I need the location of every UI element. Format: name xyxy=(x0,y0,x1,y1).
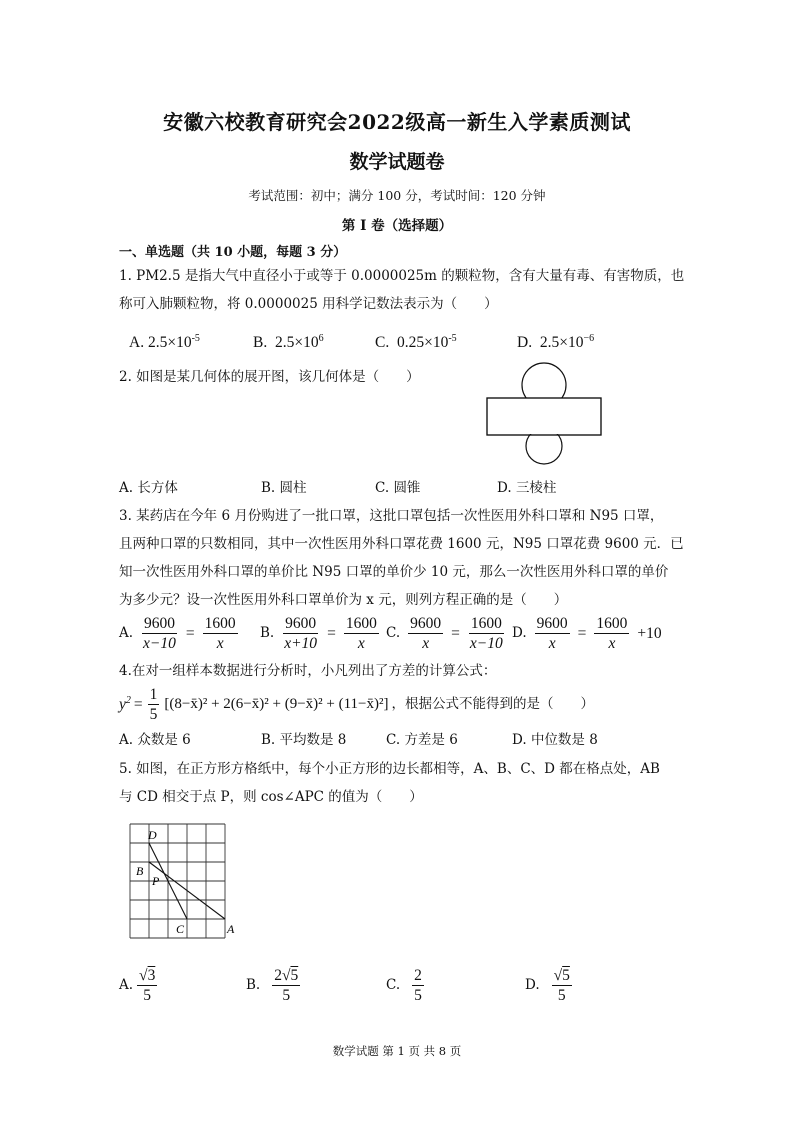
page-footer: 数学试题 第 1 页 共 8 页 xyxy=(332,1044,462,1058)
q3-line4: 为多少元？设一次性医用外科口罩单价为 x 元，则列方程正确的是（ ） xyxy=(119,592,568,608)
q1-option-a: A. $2.5\times 10^{-5}$ xyxy=(129,333,200,351)
q4-line1: 4.在对一组样本数据进行分析时，小凡列出了方差的计算公式： xyxy=(119,663,497,679)
label-c: C xyxy=(176,922,185,936)
q1-option-d: D. $2.5\times 10^{-6}$ xyxy=(517,333,595,351)
q5-line1: 5. 如图，在正方形方格纸中，每个小正方形的边长都相等，A、B、C、D 都在格点处，AB xyxy=(119,761,660,777)
q1-line1: 1. PM2.5 是指大气中直径小于或等于 0.0000025m 的颗粒物，含有大量有毒、有害物质，也 xyxy=(119,268,685,284)
q3-option-a: A. $\frac{9600}{x-10}$ = $\frac{1600}{x}$ xyxy=(119,615,236,652)
variance-formula: [(8−x̄)² + 2(6−x̄)² + (9−x̄)² + (11−x̄)²] xyxy=(164,696,389,712)
cylinder-net-figure xyxy=(482,362,606,468)
q1-option-c: C. $0.25\times 10^{-5}$ xyxy=(375,333,457,351)
exam-title: 安徽六校教育研究会2022级高一新生入学素质测试 xyxy=(163,110,631,134)
q3-option-d: D. $\frac{9600}{x}$ = $\frac{1600}{x}$ +10 xyxy=(512,615,662,652)
q1-option-b: B. $2.5\times 10^6$ xyxy=(253,333,324,351)
q2-option-c: C. 圆锥 xyxy=(375,480,421,496)
q5-option-d: D. $\frac{√5}{5}$ xyxy=(525,967,570,1004)
q2-option-d: D. 三棱柱 xyxy=(497,480,557,496)
q4-option-d: D. 中位数是 8 xyxy=(512,732,598,748)
q5-line2: 与 CD 相交于点 P，则 cos∠APC 的值为（ ） xyxy=(119,789,423,805)
label-p: P xyxy=(152,874,160,888)
q4-option-b: B. 平均数是 8 xyxy=(261,732,347,748)
q3-option-b: B. $\frac{9600}{x+10}$ = $\frac{1600}{x}$ xyxy=(260,615,377,652)
grid-lines xyxy=(130,824,225,938)
q4-option-c: C. 方差是 6 xyxy=(386,732,458,748)
part-title: 第 I 卷（选择题） xyxy=(341,218,453,234)
q3-line2: 且两种口罩的只数相同，其中一次性医用外科口罩花费 1600 元，N95 口罩花费 9600 元．已 xyxy=(119,536,684,552)
q4-formula-line: $y^2$ = $\frac{1}{5}$ [(8−x̄)² + 2(6−x̄)² + (9−x̄)² + (11−x̄)²] ，根据公式不能得到的是（ ） xyxy=(119,686,594,723)
label-a: A xyxy=(227,922,235,936)
q1-line2: 称可入肺颗粒物，将 0.0000025 用科学记数法表示为（ ） xyxy=(119,296,498,312)
q4-option-a: A. 众数是 6 xyxy=(119,732,191,748)
q5-option-c: C. $\frac{2}{5}$ xyxy=(386,967,422,1004)
q4-question: ，根据公式不能得到的是（ ） xyxy=(391,696,594,712)
section-title: 一、单选题（共 10 小题，每题 3 分） xyxy=(119,245,347,260)
grid-figure xyxy=(126,822,246,942)
q2-option-a: A. 长方体 xyxy=(119,480,178,496)
q5-option-b: B. $\frac{2√5}{5}$ xyxy=(246,967,299,1004)
q5-option-a: A. $\frac{√3}{5}$ xyxy=(119,967,156,1004)
label-d: D xyxy=(148,828,157,842)
q3-line3: 知一次性医用外科口罩的单价比 N95 口罩的单价少 10 元，那么一次性医用外科口罩的单价 xyxy=(119,564,669,580)
q3-option-c: C. $\frac{9600}{x}$ = $\frac{1600}{x-10}$ xyxy=(386,615,503,652)
q2-option-b: B. 圆柱 xyxy=(261,480,307,496)
exam-subtitle: 数学试题卷 xyxy=(349,151,445,173)
variance-symbol: $y^2$ xyxy=(119,694,131,713)
exam-info: 考试范围：初中；满分 100 分，考试时间：120 分钟 xyxy=(248,188,546,203)
q2-stem: 2. 如图是某几何体的展开图，该几何体是（ ） xyxy=(119,369,420,385)
label-b: B xyxy=(136,864,144,878)
q3-line1: 3. 某药店在今年 6 月份购进了一批口罩，这批口罩包括一次性医用外科口罩和 N95 口罩， xyxy=(119,508,664,524)
